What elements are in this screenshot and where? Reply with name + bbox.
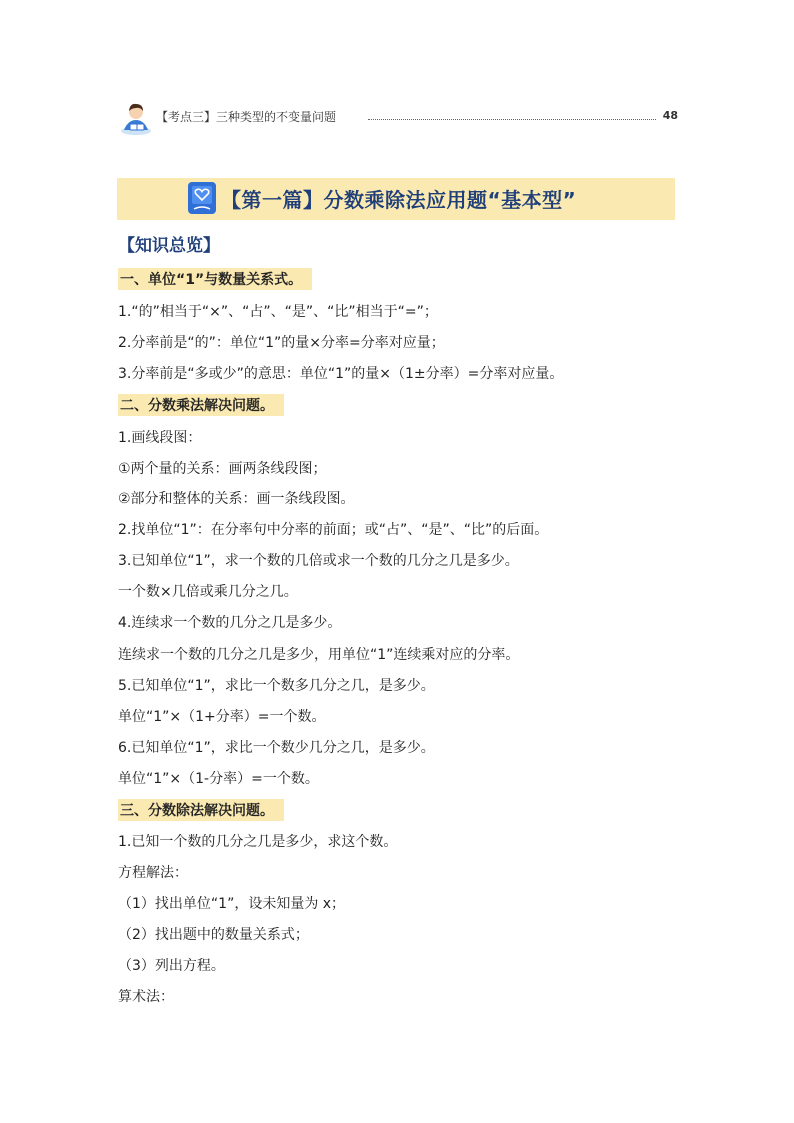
content-line: 单位“1”×（1+分率）=一个数。 [118, 709, 326, 725]
content-line: 1.已知一个数的几分之几是多少，求这个数。 [118, 834, 398, 850]
section-heading-3: 三、分数除法解决问题。 [118, 799, 284, 821]
student-reading-icon [118, 100, 156, 136]
content-line: 算术法： [118, 989, 174, 1005]
content-line: 3.已知单位“1”，求一个数的几倍或求一个数的几分之几是多少。 [118, 553, 519, 569]
content-line: ②部分和整体的关系：画一条线段图。 [118, 491, 355, 507]
content-line: 3.分率前是“多或少”的意思：单位“1”的量×（1±分率）=分率对应量。 [118, 366, 564, 382]
content-line: 方程解法： [118, 865, 188, 881]
content-line: （2）找出题中的数量关系式； [118, 927, 309, 943]
content-line: 一个数×几倍或乘几分之几。 [118, 584, 298, 600]
content-line: ①两个量的关系：画两条线段图； [118, 461, 327, 477]
content-line: 4.连续求一个数的几分之几是多少。 [118, 615, 342, 631]
content-line: 单位“1”×（1-分率）=一个数。 [118, 771, 319, 787]
section-heading-1: 一、单位“1”与数量关系式。 [118, 268, 312, 290]
content-line: 1.“的”相当于“×”、“占”、“是”、“比”相当于“=”； [118, 304, 438, 320]
toc-leader-dots [368, 119, 656, 120]
overview-heading: 【知识总览】 [118, 236, 220, 256]
content-line: 1.画线段图： [118, 430, 202, 446]
content-line: （3）列出方程。 [118, 958, 225, 974]
toc-page-number: 48 [662, 109, 678, 122]
heart-book-icon [187, 181, 217, 215]
section-banner [117, 178, 675, 220]
content-line: 5.已知单位“1”，求比一个数多几分之几，是多少。 [118, 678, 435, 694]
toc-entry-label: 【考点三】三种类型的不变量问题 [156, 110, 337, 124]
content-line: 连续求一个数的几分之几是多少，用单位“1”连续乘对应的分率。 [118, 647, 520, 663]
section-title: 【第一篇】分数乘除法应用题“基本型” [221, 188, 577, 212]
content-line: 2.分率前是“的”：单位“1”的量×分率=分率对应量； [118, 335, 445, 351]
toc-entry[interactable] [118, 100, 678, 136]
content-line: （1）找出单位“1”，设未知量为 x； [118, 896, 346, 912]
content-line: 6.已知单位“1”，求比一个数少几分之几，是多少。 [118, 740, 435, 756]
content-line: 2.找单位“1”：在分率句中分率的前面；或“占”、“是”、“比”的后面。 [118, 522, 549, 538]
section-heading-2: 二、分数乘法解决问题。 [118, 394, 284, 416]
